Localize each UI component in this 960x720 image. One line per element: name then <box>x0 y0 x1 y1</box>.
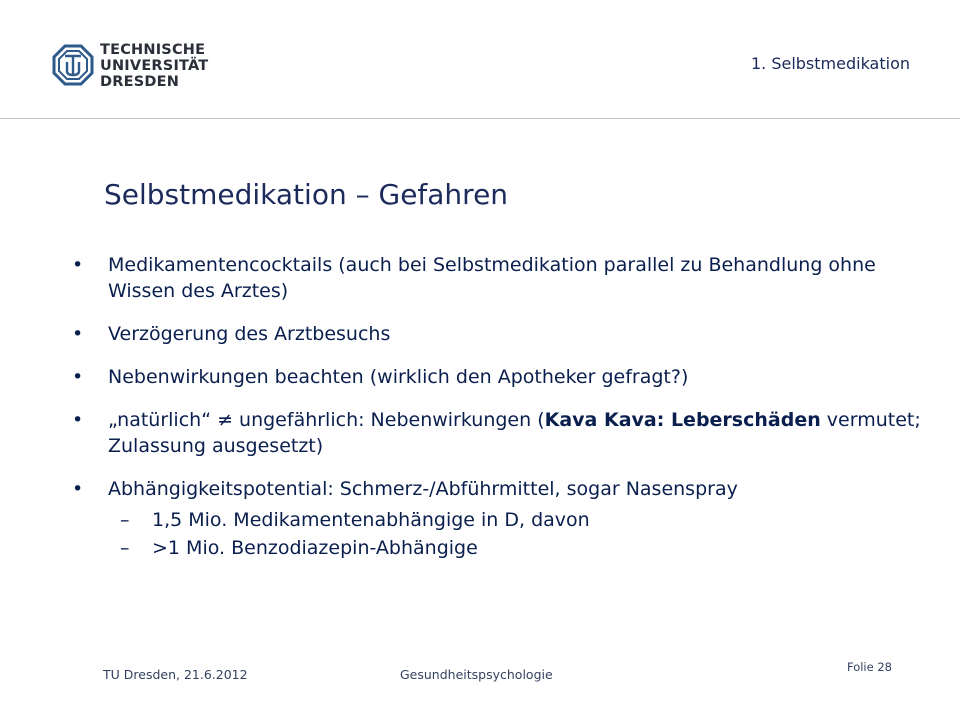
sub-bullet-list <box>108 506 930 562</box>
bullet-item <box>70 364 930 390</box>
bullet-text: Abhängigkeitspotential: Schmerz-/Abführmittel, sogar Nasenspray <box>108 478 738 500</box>
footer-slide-number: Folie 28 <box>847 660 892 674</box>
sub-bullet-text: >1 Mio. Benzodiazepin-Abhängige <box>152 537 478 559</box>
footer-course: Gesundheitspsychologie <box>400 667 553 682</box>
sub-bullet-item <box>108 506 930 534</box>
bullet-text-start: „natürlich“ ≠ ungefährlich: Nebenwirkungen ( <box>108 409 545 431</box>
bullet-text-bold: Kava Kava: Leberschäden <box>544 409 821 431</box>
sub-bullet-text: 1,5 Mio. Medikamentenabhängige in D, davon <box>152 509 590 531</box>
section-label: 1. Selbstmedikation <box>750 54 910 73</box>
bullet-text-end: vermutet; Zulassung ausgesetzt) <box>108 409 921 457</box>
footer-date: TU Dresden, 21.6.2012 <box>103 667 248 682</box>
bullet-text: Nebenwirkungen beachten (wirklich den Apotheker gefragt?) <box>108 366 689 388</box>
tu-dresden-logo <box>52 42 222 98</box>
bullet-item <box>70 476 930 562</box>
tu-dresden-emblem-icon <box>52 44 94 86</box>
dash-icon: – <box>120 509 130 531</box>
bullet-icon: • <box>72 409 84 431</box>
slide-title: Selbstmedikation – Gefahren <box>104 178 509 211</box>
sub-bullet-item <box>108 534 930 562</box>
bullet-icon: • <box>72 366 84 388</box>
logo-line-2: UNIVERSITÄT <box>100 58 209 74</box>
bullet-item <box>70 321 930 347</box>
bullet-icon: • <box>72 323 84 345</box>
bullet-icon: • <box>72 254 84 276</box>
bullet-icon: • <box>72 478 84 500</box>
bullet-list <box>70 252 930 579</box>
bullet-item <box>70 407 930 459</box>
dash-icon: – <box>120 537 130 559</box>
bullet-item <box>70 252 930 304</box>
bullet-text: Verzögerung des Arztbesuchs <box>108 323 391 345</box>
header-divider <box>0 118 960 119</box>
logo-line-3: DRESDEN <box>100 74 180 90</box>
logo-line-1: TECHNISCHE <box>100 42 206 58</box>
bullet-text: Medikamentencocktails (auch bei Selbstmedikation parallel zu Behandlung ohne Wissen des Arztes) <box>108 254 876 302</box>
